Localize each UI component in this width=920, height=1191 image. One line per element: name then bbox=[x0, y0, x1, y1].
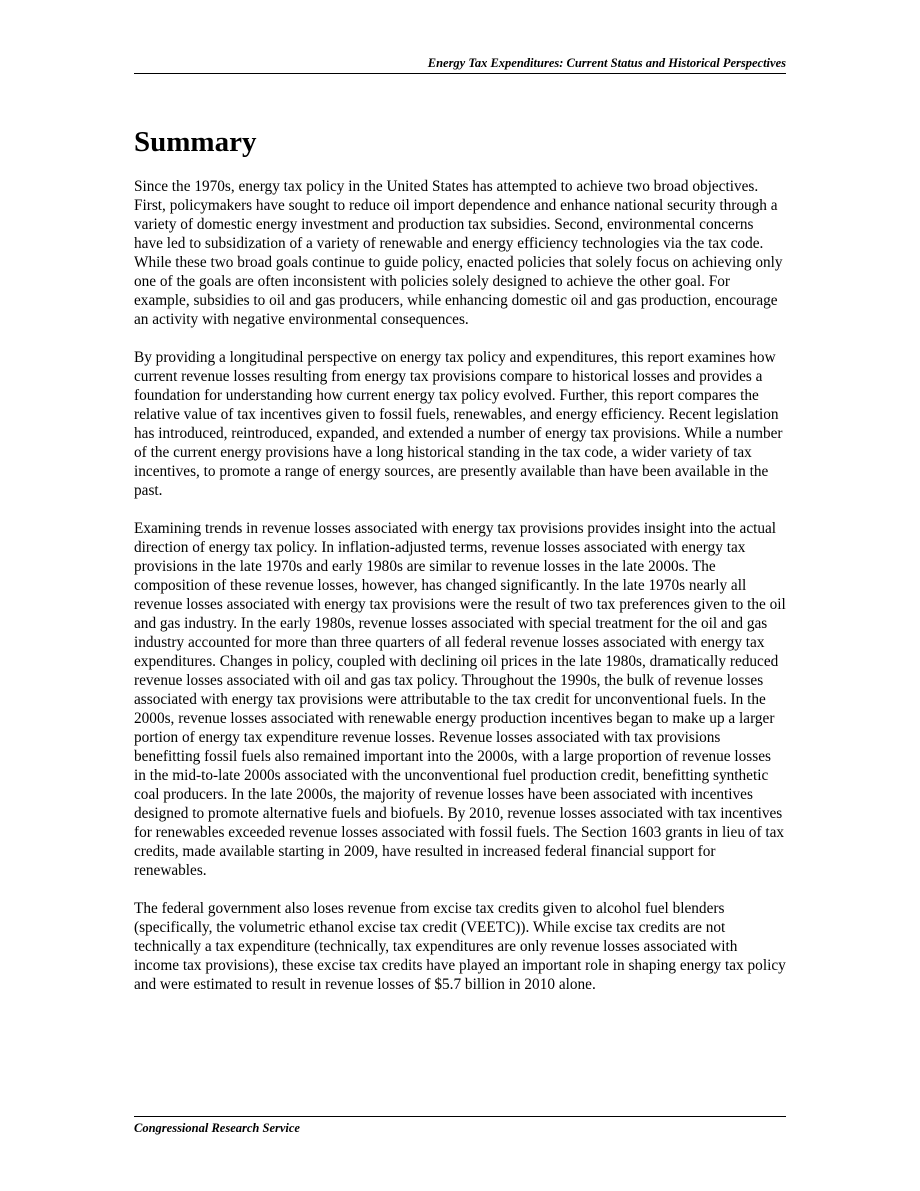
summary-paragraph-2: By providing a longitudinal perspective on energy tax policy and expenditures, this report examines how current revenue losses resulting from energy tax provisions compare to historical losses and provides a foundation for understanding how current energy tax policy evolved. Further, this report compares the relative value of tax incentives given to fossil fuels, renewables, and energy efficiency. Recent legislation has introduced, reintroduced, expanded, and extended a number of energy tax provisions. While a number of the current energy provisions have a long historical standing in the tax code, a wider variety of tax incentives, to promote a range of energy sources, are presently available than have been available in the past. bbox=[134, 349, 783, 499]
running-header bbox=[134, 56, 786, 74]
page-title: Summary bbox=[134, 126, 257, 158]
summary-body bbox=[134, 177, 786, 1013]
running-footer bbox=[134, 1116, 786, 1136]
running-header-title: Energy Tax Expenditures: Current Status and Historical Perspectives bbox=[427, 56, 786, 70]
footer-organization: Congressional Research Service bbox=[134, 1121, 300, 1135]
summary-paragraph-1: Since the 1970s, energy tax policy in the United States has attempted to achieve two broad objectives. First, policymakers have sought to reduce oil import dependence and enhance national security through a variety of domestic energy investment and production tax subsidies. Second, environmental concerns have led to subsidization of a variety of renewable and energy efficiency technologies via the tax code. While these two broad goals continue to guide policy, enacted policies that solely focus on achieving only one of the goals are often inconsistent with policies solely designed to achieve the other goal. For example, subsidies to oil and gas producers, while enhancing domestic oil and gas production, encourage an activity with negative environmental consequences. bbox=[134, 178, 783, 328]
summary-paragraph-4: The federal government also loses revenue from excise tax credits given to alcohol fuel blenders (specifically, the volumetric ethanol excise tax credit (VEETC)). While excise tax credits are not technically a tax expenditure (technically, tax expenditures are only revenue losses associated with income tax provisions), these excise tax credits have played an important role in shaping energy tax policy and were estimated to result in revenue losses of $5.7 billion in 2010 alone. bbox=[134, 900, 786, 993]
summary-paragraph-3: Examining trends in revenue losses associated with energy tax provisions provides insight into the actual direction of energy tax policy. In inflation-adjusted terms, revenue losses associated with energy tax provisions in the late 1970s and early 1980s are similar to revenue losses in the late 2000s. The composition of these revenue losses, however, has changed significantly. In the late 1970s nearly all revenue losses associated with energy tax provisions were the result of two tax preferences given to the oil and gas industry. In the early 1980s, revenue losses associated with special treatment for the oil and gas industry accounted for more than three quarters of all federal revenue losses associated with energy tax expenditures. Changes in policy, coupled with declining oil prices in the late 1980s, dramatically reduced revenue losses associated with oil and gas tax policy. Throughout the 1990s, the bulk of revenue losses associated with energy tax provisions were attributable to the tax credit for unconventional fuels. In the 2000s, revenue losses associated with renewable energy production incentives began to make up a larger portion of energy tax expenditure revenue losses. Revenue losses associated with tax provisions benefitting fossil fuels also remained important into the 2000s, with a large proportion of revenue losses in the mid-to-late 2000s associated with the unconventional fuel production credit, benefitting synthetic coal producers. In the late 2000s, the majority of revenue losses have been associated with incentives designed to promote alternative fuels and biofuels. By 2010, revenue losses associated with tax incentives for renewables exceeded revenue losses associated with fossil fuels. The Section 1603 grants in lieu of tax credits, made available starting in 2009, have resulted in increased federal financial support for renewables. bbox=[134, 520, 786, 879]
